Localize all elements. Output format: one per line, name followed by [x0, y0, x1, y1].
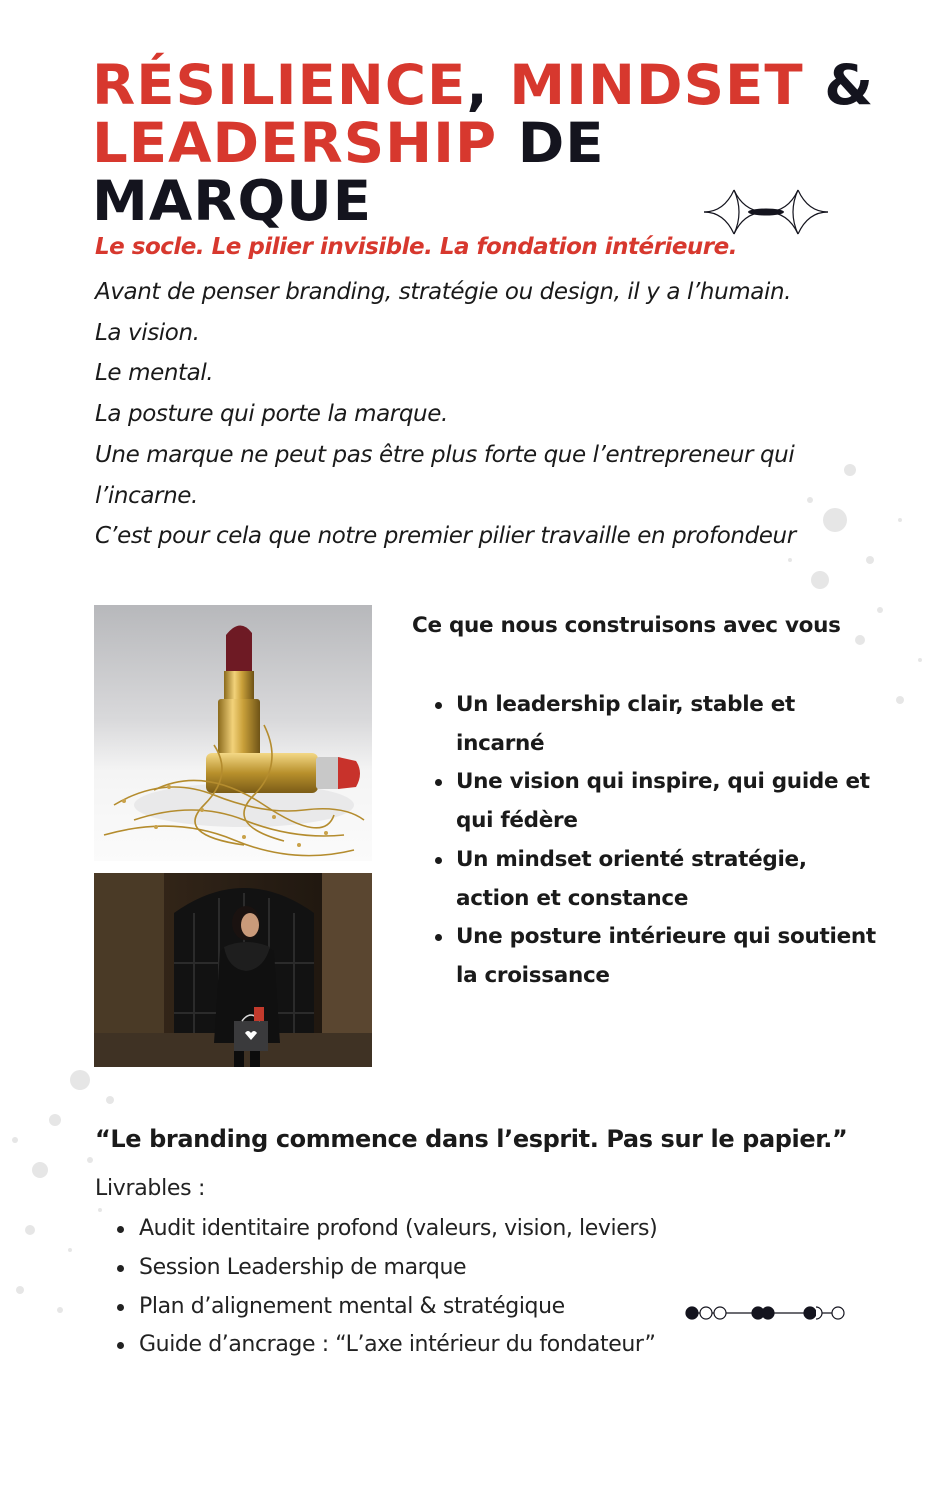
intro-line: l’incarne.	[95, 482, 198, 509]
list-item: Une posture intérieure qui soutient la croissance	[412, 918, 882, 995]
list-item: Un mindset orienté stratégie, action et constance	[412, 841, 882, 918]
title-word-marque: MARQUE	[92, 169, 373, 233]
list-item: Audit identitaire profond (valeurs, vision, leviers)	[95, 1210, 735, 1249]
list-item: Un leadership clair, stable et incarné	[412, 686, 882, 763]
title-word-resilience: RÉSILIENCE	[92, 53, 467, 117]
intro-line: Le mental.	[95, 360, 214, 387]
tagline: Le socle. Le pilier invisible. La fondation intérieure.	[95, 234, 737, 260]
list-item: Une vision qui inspire, qui guide et qui fédère	[412, 763, 882, 840]
intro-paragraph	[95, 272, 875, 557]
intro-line: Une marque ne peut pas être plus forte que l’entrepreneur qui	[95, 441, 795, 468]
intro-line: Avant de penser branding, stratégie ou design, il y a l’humain.	[95, 279, 792, 305]
lipstick-photo	[94, 605, 372, 861]
deliverables-list	[95, 1210, 735, 1365]
moon-phase-dots-icon	[684, 1302, 848, 1324]
deliverables-label: Livrables :	[95, 1176, 206, 1201]
woman-shopping-photo	[94, 873, 372, 1067]
title-word-leadership: LEADERSHIP	[92, 111, 498, 175]
list-item: Guide d’ancrage : “L’axe intérieur du fondateur”	[95, 1326, 735, 1365]
title-word-de: DE	[517, 111, 605, 175]
branding-quote: “Le branding commence dans l’esprit. Pas sur le papier.”	[95, 1125, 848, 1153]
list-item: Session Leadership de marque	[95, 1249, 735, 1288]
title-ampersand: &	[824, 53, 875, 117]
title-comma: ,	[466, 53, 489, 117]
intro-line: La posture qui porte la marque.	[95, 401, 448, 428]
intro-line: La vision.	[95, 319, 200, 346]
build-heading: Ce que nous construisons avec vous	[412, 613, 841, 638]
title-line-2	[92, 111, 908, 175]
list-item: Plan d’alignement mental & stratégique	[95, 1288, 735, 1327]
build-list	[412, 686, 882, 996]
title-line-1	[92, 53, 908, 117]
intro-line: C’est pour cela que notre premier pilier travaille en profondeur	[95, 523, 796, 550]
title-word-mindset: MINDSET	[509, 53, 804, 117]
sparkle-star-icon	[704, 186, 828, 238]
